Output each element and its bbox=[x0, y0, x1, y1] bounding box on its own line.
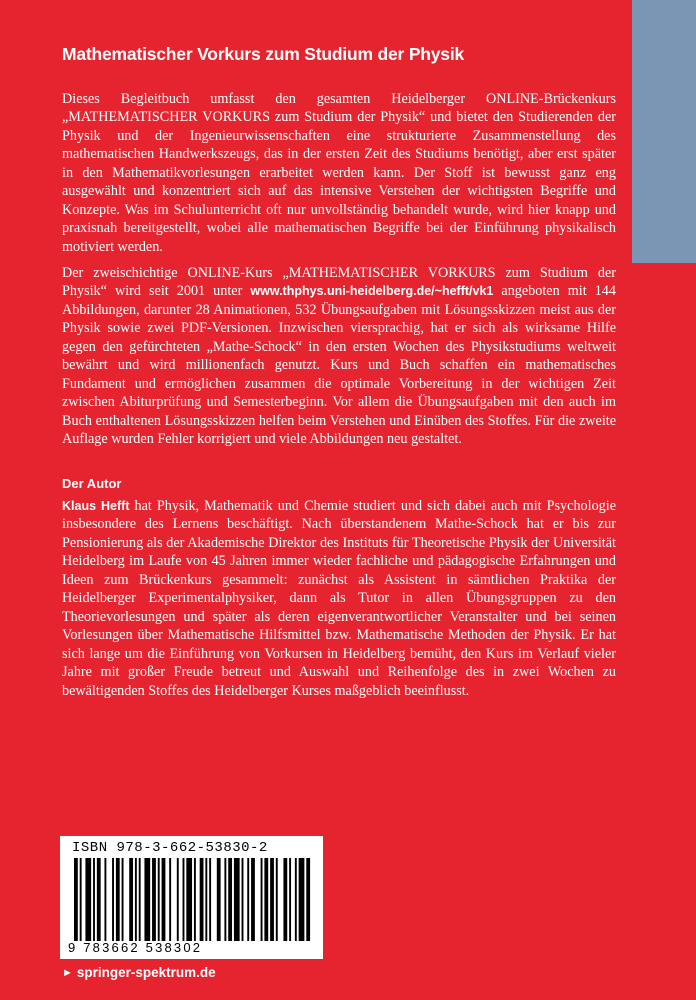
side-color-band bbox=[632, 0, 696, 263]
intro-paragraph: Dieses Begleitbuch umfasst den gesamten Heidelberger ONLINE-Brückenkurs „MATHEMATISCHER VORKURS zum Studium der Physik“ und bietet den Studierenden der Physik und der Ingenieurwissenschaften eine strukturierte Zusammenstellung des mathematischen Handwerkszeugs, das in der ersten Zeit des Studiums benötigt, aber erst später in den Mathematikvorlesungen erarbeitet werden kann. Der Stoff ist bewusst ganz eng ausgewählt und konzentriert sich auf das intensive Verstehen der wichtigsten Begriffe und Konzepte. Was im Schulunterricht oft nur unvollständig behandelt wurde, wird hier knapp und praxisnah bereitgestellt, wobei alle mathematischen Begriffe bei der Einführung physikalisch motiviert werden. bbox=[62, 91, 616, 255]
course-text-after-url: angeboten mit 144 Abbildungen, darunter 28 Animationen, 532 Übungsaufgaben mit Lösungsskizzen meist aus der Physik sowie zwei PDF-Versionen. Inzwischen viersprachig, hat er sich als wirksame Hilfe gegen den gefürchteten „Mathe-Schock“ in den ersten Wochen des Physikstudiums weltweit bewährt und wird millionenfach genutzt. Kurs und Buch schaffen ein mathematisches Fundament und ermöglichen zusammen die optimale Vorbereitung in der wichtigen Zeit zwischen Abiturprüfung und Semesterbeginn. Vor allem die Übungsaufgaben mit den auch im Buch enthaltenen Lösungsskizzen helfen beim Verstehen und Einüben des Stoffes. Für die zweite Auflage wurden Fehler korrigiert und viele Abbildungen neu gestaltet. bbox=[62, 283, 616, 448]
publisher-url[interactable]: springer-spektrum.de bbox=[76, 965, 216, 980]
isbn-label: ISBN 978-3-662-53830-2 bbox=[72, 840, 268, 856]
course-paragraph bbox=[62, 264, 616, 449]
author-bio-text: hat Physik, Mathematik und Chemie studiert und sich dabei auch mit Psychologie insbesondere des Lernens beschäftigt. Nach überstandenem Mathe-Schock hat er bis zur Pensionierung als der Akademische Direktor des Instituts für Theoretische Physik der Universität Heidelberg im Laufe von 45 Jahren immer wieder fachliche und pädagogische Erfahrungen und Ideen zum Brückenkurs gesammelt: zunächst als Assistent in sämtlichen Praktika der Heidelberger Experimentalphysiker, dann als Tutor in allen Übungsgruppen zu den Theorievorlesungen und später als deren eigenverantwortlicher Veranstalter und bei seinen Vorlesungen über Mathematische Hilfsmittel bzw. Mathematische Methoden der Physik. Er hat sich lange um die Einführung von Vorkursen in Heidelberg bemüht, den Kurs im Verlauf vieler Jahre mit großer Freude betreut und Auswahl und Reihenfolge des in zwei Wochen zu bewältigenden Stoffes des Heidelberger Kurses maßgeblich beeinflusst. bbox=[62, 498, 616, 699]
author-heading: Der Autor bbox=[62, 476, 122, 491]
course-url-link[interactable]: www.thphys.uni-heidelberg.de/~hefft/vk1 bbox=[250, 284, 494, 299]
author-paragraph bbox=[62, 497, 616, 700]
course-text-before-url: Der zweischichtige ONLINE-Kurs „MATHEMATISCHER VORKURS zum Studium der Physik“ wird seit 2001 unter bbox=[62, 265, 616, 300]
author-name: Klaus Hefft bbox=[62, 499, 130, 513]
publisher-link[interactable] bbox=[62, 965, 216, 980]
book-title: Mathematischer Vorkurs zum Studium der Physik bbox=[62, 44, 465, 64]
barcode-digits: 9 783662 538302 bbox=[68, 940, 203, 955]
isbn-barcode bbox=[60, 836, 323, 959]
barcode-bars bbox=[74, 858, 312, 941]
arrow-right-icon: ► bbox=[62, 966, 73, 979]
